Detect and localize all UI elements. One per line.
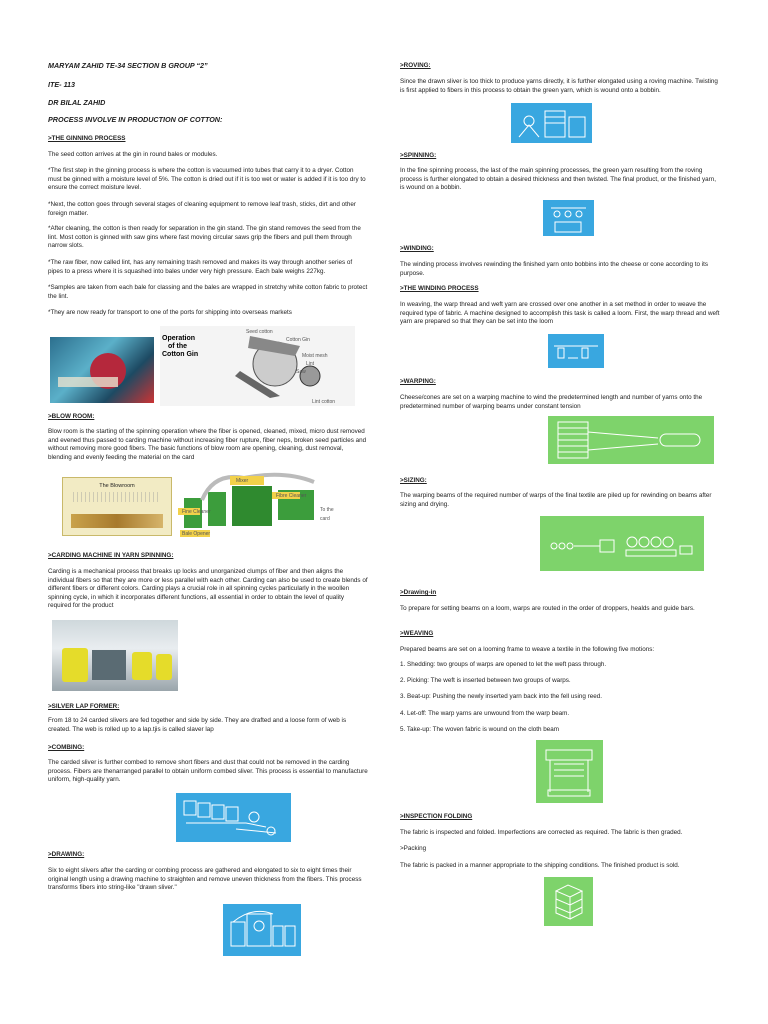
ginning-p4: *After cleaning, the cotton is then ready for separation in the gin stand. The gin stand removes the seed from the lint. Most cotton is ginned with saw gins where fast moving circular saws grip the fibers and pull them through narrow slots. [48,225,361,250]
drawing-text: Six to eight slivers after the carding or combing process are gathered and elongated to six to eight times their original length using a drawing machine to straighten and remove uneven thickness from the fibers. This process transforms fibers into string-like "drawn sliver." [48,867,362,892]
diagram-title-1: Operation [162,335,196,342]
drawing-in-heading: >Drawing-in [400,589,437,596]
warping-text: Cheese/cones are set on a warping machine to wind the predetermined length and number of yarns onto the predetermined number of warping beams under constant tension [400,394,703,410]
ginning-p6: *Samples are taken from each bale for classing and the bales are wrapped in stretchy white cotton fabric to protect the lint. [48,284,368,300]
roving-text: Since the drawn sliver is too thick to produce yarns directly, it is further elongated using a roving machine. Twisting is first applied to fibers in this process to obtain the green yarn, which is wound onto a bobbin. [400,78,718,94]
weaving-intro: Prepared beams are set on a looming frame to weave a textile in the following five motions: [400,646,655,653]
ginning-heading: >THE GINNING PROCESS [48,135,126,142]
label-mixer: Mixer [236,478,249,484]
winding-text: The winding process involves rewinding the finished yarn onto bobbins into the cheese or cone according to its purpose. [400,261,709,277]
course-code: ITE- 113 [48,80,76,89]
label-lint-cotton: Lint cotton [312,399,336,405]
weaving-illustration [536,740,603,803]
ginning-p1: The seed cotton arrives at the gin in round bales or modules. [48,151,218,158]
label-fibre-cleaner: Fibre Cleaner [276,493,307,499]
weaving-step-3: 3. Beat-up: Pushing the newly inserted yarn back into the fell using reed. [400,693,602,700]
spinning-text: In the fine spinning process, the last of the main spinning processes, the green yarn resulting from the roving process is further elongated to obtain a desired thickness and then twisted. The final product, or the finished yarn, is wound on a bobbin. [400,167,716,192]
cotton-gin-svg [160,326,355,406]
combing-illustration [176,793,291,842]
winding-process-heading: >THE WINDING PROCESS [400,285,479,292]
combing-text: The carded sliver is further combed to remove short fibers and dust that could not be removed in the carding process. Fibers are thenarranged parallel to obtain uniform combed sliver. This process is essential to manufacture uniform, high-quality yarn. [48,759,368,784]
drawing-heading: >DRAWING: [48,851,85,858]
instructor-name: DR BILAL ZAHID [48,98,106,107]
combing-svg [176,793,291,842]
drawing-illustration [223,904,301,956]
ginning-p5: *The raw fiber, now called lint, has any remaining trash removed and makes its way through another series of pipes to a press where it is squashed into bales under very high pressure. Each bale weighs 227kg. [48,259,353,275]
winding-heading: >WINDING: [400,245,434,252]
spinning-illustration [543,200,594,236]
label-bale-opener: Bale Opener [182,531,211,537]
roving-svg [511,103,592,143]
blowroom-machines [174,470,350,538]
carding-heading: >CARDING MACHINE IN YARN SPINNING: [48,552,174,559]
label-saw: Saw [296,369,306,375]
carding-photo [52,620,178,691]
ginning-p7: *They are now ready for transport to one of the ports for shipping into overseas markets [48,309,292,316]
combing-heading: >COMBING: [48,744,85,751]
silver-heading: >SILVER LAP FORMER: [48,703,120,710]
packing-heading: >Packing [400,845,427,852]
warping-svg [548,416,714,464]
label-cotton-gin: Cotton Gin [286,337,310,343]
drawing-in-text: To prepare for setting beams on a loom, warps are routed in the order of droppers, healds and guide bars. [400,605,695,612]
winding-illustration [548,334,604,368]
carding-text: Carding is a mechanical process that breaks up locks and unorganized clumps of fiber and then aligns the individual fibers so that they are more or less parallel with each other. Carding can also be used to create blends of different fibers or different colors. Carding plays a crucial role in all spinning cycles particularly in the woollen spinning cycle, in which it incorporates different functions, all essential in order to obtain the level of quality required for the product [48,568,368,610]
gin-machine-photo [50,337,154,403]
weaving-step-1: 1. Shedding: two groups of warps are opened to let the weft pass through. [400,661,607,668]
cotton-gin-diagram [160,326,355,406]
spinning-heading: >SPINNING: [400,152,437,159]
sizing-heading: >SIZING: [400,477,427,484]
label-lint: Lint [306,361,315,367]
blowroom-text: Blow room is the starting of the spinning operation where the fiber is opened, cleaned, mixed, micro dust removed and evened thus passed to carding machine without increasing fiber rupture, fiber neps, broken seed particles and without removing more good fibers. The basic functions of blow room are opening, cleaning, dust removal, blending and evenly feeding the material on the card [48,428,367,461]
document-title: PROCESS INVOLVE IN PRODUCTION OF COTTON: [48,115,223,124]
roving-illustration [511,103,592,143]
inspection-heading: >INSPECTION FOLDING [400,813,473,820]
roving-heading: >ROVING: [400,62,431,69]
weaving-heading: >WEAVING [400,630,434,637]
blowroom-panel [62,477,172,536]
label-to-the-card: To the card [320,507,334,522]
packing-illustration [544,877,593,926]
warping-heading: >WARPING: [400,378,436,385]
sizing-text: The warping beams of the required number of warps of the final textile are piled up for rewinding on beams after sizing and drying. [400,492,712,508]
weaving-step-4: 4. Let-off: The warp yarns are unwound from the warp beam. [400,710,570,717]
sizing-illustration [540,516,704,571]
spinning-svg [543,200,594,236]
blowroom-svg [174,470,350,538]
sizing-svg [540,516,704,571]
label-fine-cleaner: Fine Cleaner [182,509,211,515]
diagram-title-2: of the [168,343,188,350]
ginning-p2: *The first step in the ginning process is where the cotton is vacuumed into tubes that carry it to a dryer. Cotton must be ginned with a moisture level of 5%. The cotton is dried out if it is too wet or water is added if it is too dry to ensure the correct moisture level. [48,167,366,192]
silver-text: From 18 to 24 carded slivers are fed together and side by side. They are drafted and a loose form of web is created. The web is rolled up to a lap.tjis is called slaver lap [48,717,347,733]
winding-process-text: In weaving, the warp thread and weft yarn are crossed over one another in a set method in order to weave the required type of fabric. A machine designed to accomplish this task is called a loom. First, the warp thread and weft yarn are prepared so that they can be set into the loom [400,301,720,326]
label-seed-cotton: Seed cotton [246,329,273,335]
ginning-p3: *Next, the cotton goes through several stages of cleaning equipment to remove leaf trash, sticks, dirt and other foreign matter. [48,201,357,217]
weaving-step-5: 5. Take-up: The woven fabric is wound on the cloth beam [400,726,560,733]
packing-svg [544,877,593,926]
weaving-svg [536,740,603,803]
inspection-text: The fabric is inspected and folded. Imperfections are corrected as required. The fabric is then graded. [400,829,683,836]
blowroom-panel-title: The Blowroom [99,483,135,489]
winding-svg [548,334,604,368]
author-line: MARYAM ZAHID TE-34 SECTION B GROUP “2” [48,61,208,70]
packing-text: The fabric is packed in a manner appropriate to the shipping conditions. The finished product is sold. [400,862,680,869]
label-moist-mesh: Moist mesh [302,353,328,359]
drawing-svg [223,904,301,956]
diagram-title-3: Cotton Gin [162,351,199,358]
blowroom-heading: >BLOW ROOM: [48,413,95,420]
warping-illustration [548,416,714,464]
weaving-step-2: 2. Picking: The weft is inserted between two groups of warps. [400,677,571,684]
